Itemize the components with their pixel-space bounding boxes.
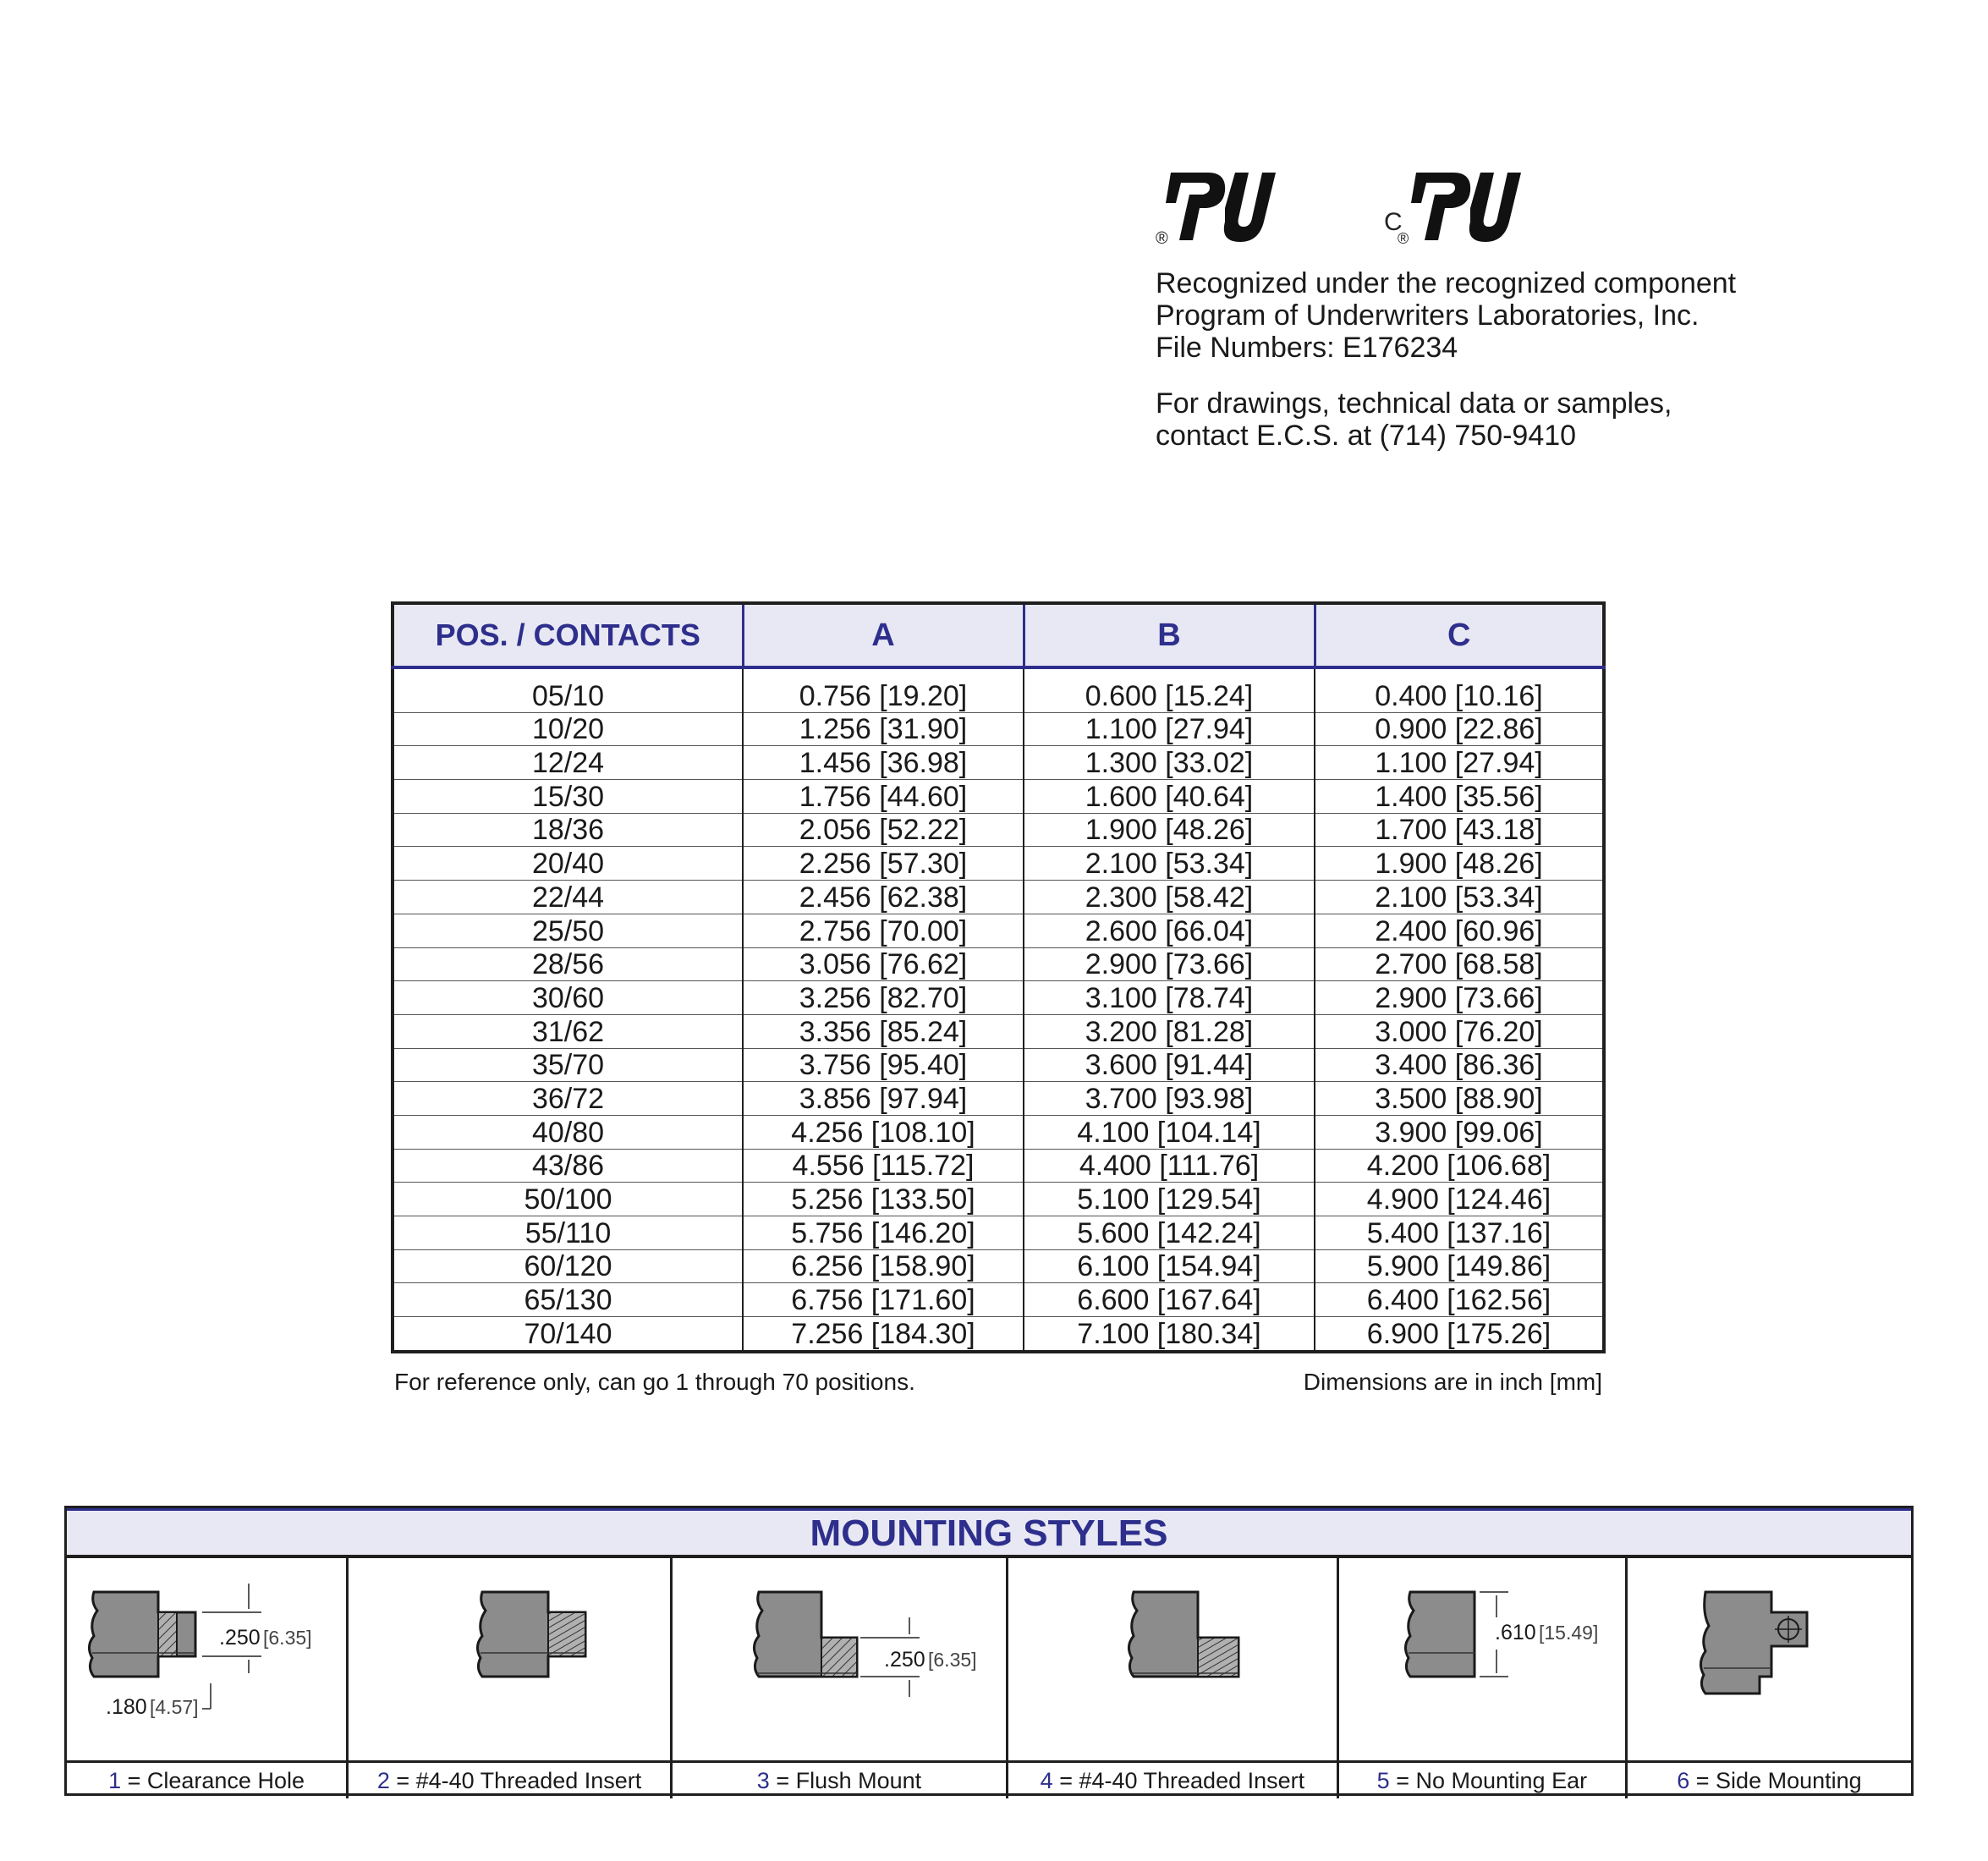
cell-b: 5.100 [129.54] <box>1024 1183 1315 1216</box>
cell-b: 4.400 [111.76] <box>1024 1149 1315 1183</box>
cell-b: 2.600 [66.04] <box>1024 914 1315 947</box>
cell-c: 2.700 [68.58] <box>1315 947 1604 981</box>
no-mounting-ear-drawing-icon <box>1339 1558 1628 1758</box>
svg-text:.610: .610 <box>1494 1621 1536 1644</box>
cell-c: 5.900 [149.86] <box>1315 1249 1604 1283</box>
cell-b: 3.100 [78.74] <box>1024 981 1315 1015</box>
mounting-style-2-label: 2 = #4-40 Threaded Insert <box>376 1768 642 1793</box>
mounting-styles-panel <box>64 1506 1914 1796</box>
cell-pos-contacts: 22/44 <box>393 881 743 914</box>
ul-contact-line-1: For drawings, technical data or samples, <box>1156 387 1672 420</box>
cell-b: 3.600 [91.44] <box>1024 1048 1315 1082</box>
cell-pos-contacts: 60/120 <box>393 1249 743 1283</box>
cell-c: 3.900 [99.06] <box>1315 1115 1604 1149</box>
svg-text:®: ® <box>1398 230 1409 245</box>
cell-pos-contacts: 18/36 <box>393 813 743 847</box>
cell-a: 6.756 [171.60] <box>743 1283 1024 1317</box>
cell-a: 2.056 [52.22] <box>743 813 1024 847</box>
table-row <box>393 667 1604 712</box>
table-row <box>393 947 1604 981</box>
flush-mount-drawing-icon <box>673 1558 1009 1758</box>
cell-a: 7.256 [184.30] <box>743 1317 1024 1352</box>
table-row <box>393 1149 1604 1183</box>
cell-pos-contacts: 10/20 <box>393 712 743 746</box>
table-row <box>393 1283 1604 1317</box>
cell-pos-contacts: 35/70 <box>393 1048 743 1082</box>
cell-pos-contacts: 25/50 <box>393 914 743 947</box>
cell-b: 6.600 [167.64] <box>1024 1283 1315 1317</box>
dimensions-table <box>391 601 1606 1353</box>
mounting-style-6-drawing <box>1628 1558 1911 1763</box>
svg-text:.250: .250 <box>884 1648 925 1672</box>
cell-a: 3.056 [76.62] <box>743 947 1024 981</box>
cell-a: 1.756 [44.60] <box>743 780 1024 814</box>
cell-c: 4.200 [106.68] <box>1315 1149 1604 1183</box>
mounting-style-4-label: 4 = #4-40 Threaded Insert <box>1040 1768 1305 1793</box>
table-row <box>393 1317 1604 1352</box>
cell-b: 1.900 [48.26] <box>1024 813 1315 847</box>
table-row <box>393 1183 1604 1216</box>
mounting-style-1-drawing <box>67 1558 346 1763</box>
ul-recognition-block <box>1156 161 1832 452</box>
threaded-insert-flush-drawing-icon <box>1008 1558 1340 1758</box>
cell-c: 2.400 [60.96] <box>1315 914 1604 947</box>
ul-file-numbers: File Numbers: E176234 <box>1156 332 1458 364</box>
svg-text:[6.35]: [6.35] <box>263 1627 312 1649</box>
mounting-style-6 <box>1628 1558 1911 1798</box>
ul-description <box>1156 267 1832 452</box>
cell-c: 1.900 [48.26] <box>1315 847 1604 881</box>
cell-c: 2.900 [73.66] <box>1315 981 1604 1015</box>
mounting-style-4 <box>1008 1558 1339 1798</box>
cell-a: 3.256 [82.70] <box>743 981 1024 1015</box>
cell-b: 0.600 [15.24] <box>1024 667 1315 712</box>
cul-recognized-mark-icon <box>1384 169 1528 245</box>
cell-a: 5.756 [146.20] <box>743 1216 1024 1250</box>
cell-a: 3.356 [85.24] <box>743 1014 1024 1048</box>
mounting-style-5-drawing <box>1339 1558 1625 1763</box>
table-row <box>393 981 1604 1015</box>
cell-c: 4.900 [124.46] <box>1315 1183 1604 1216</box>
mounting-style-3 <box>673 1558 1008 1798</box>
cell-b: 1.300 [33.02] <box>1024 746 1315 780</box>
cell-b: 2.300 [58.42] <box>1024 881 1315 914</box>
mounting-style-3-label: 3 = Flush Mount <box>756 1768 922 1793</box>
table-row <box>393 847 1604 881</box>
units-note: Dimensions are in inch [mm] <box>1303 1369 1602 1395</box>
table-row <box>393 914 1604 947</box>
mounting-styles-title: MOUNTING STYLES <box>67 1508 1911 1558</box>
table-row <box>393 813 1604 847</box>
cell-c: 1.100 [27.94] <box>1315 746 1604 780</box>
header-c: C <box>1315 603 1604 667</box>
cell-pos-contacts: 36/72 <box>393 1082 743 1116</box>
cell-c: 3.000 [76.20] <box>1315 1014 1604 1048</box>
svg-text:.180: .180 <box>106 1695 147 1719</box>
cell-c: 3.400 [86.36] <box>1315 1048 1604 1082</box>
cell-pos-contacts: 50/100 <box>393 1183 743 1216</box>
table-header-row <box>393 603 1604 667</box>
table-row <box>393 780 1604 814</box>
cell-a: 1.256 [31.90] <box>743 712 1024 746</box>
cell-pos-contacts: 30/60 <box>393 981 743 1015</box>
table-row <box>393 881 1604 914</box>
cell-pos-contacts: 28/56 <box>393 947 743 981</box>
cell-pos-contacts: 20/40 <box>393 847 743 881</box>
mounting-style-4-drawing <box>1008 1558 1337 1763</box>
table-row <box>393 1115 1604 1149</box>
mounting-style-1-label: 1 = Clearance Hole <box>108 1768 305 1793</box>
threaded-insert-drawing-icon <box>349 1558 673 1758</box>
reference-note: For reference only, can go 1 through 70 positions. <box>394 1369 915 1395</box>
ul-contact-line-2: contact E.C.S. at (714) 750-9410 <box>1156 420 1577 452</box>
table-row <box>393 1014 1604 1048</box>
cell-pos-contacts: 70/140 <box>393 1317 743 1352</box>
cell-a: 2.256 [57.30] <box>743 847 1024 881</box>
cell-a: 3.856 [97.94] <box>743 1082 1024 1116</box>
header-b: B <box>1024 603 1315 667</box>
cell-c: 3.500 [88.90] <box>1315 1082 1604 1116</box>
header-a: A <box>743 603 1024 667</box>
cell-c: 0.400 [10.16] <box>1315 667 1604 712</box>
cell-a: 5.256 [133.50] <box>743 1183 1024 1216</box>
cell-c: 2.100 [53.34] <box>1315 881 1604 914</box>
svg-text:[15.49]: [15.49] <box>1538 1622 1599 1644</box>
cell-pos-contacts: 05/10 <box>393 667 743 712</box>
mounting-styles-row <box>67 1558 1911 1798</box>
table-row <box>393 1249 1604 1283</box>
svg-text:C: C <box>1384 208 1403 236</box>
table-row <box>393 712 1604 746</box>
cell-a: 3.756 [95.40] <box>743 1048 1024 1082</box>
cell-c: 1.400 [35.56] <box>1315 780 1604 814</box>
svg-text:[6.35]: [6.35] <box>928 1649 977 1671</box>
ul-contact <box>1156 387 1832 452</box>
mounting-style-1 <box>67 1558 349 1798</box>
cell-b: 6.100 [154.94] <box>1024 1249 1315 1283</box>
table-row <box>393 1216 1604 1250</box>
cell-pos-contacts: 65/130 <box>393 1283 743 1317</box>
svg-text:.250: .250 <box>219 1626 261 1650</box>
cell-pos-contacts: 43/86 <box>393 1149 743 1183</box>
cell-a: 2.456 [62.38] <box>743 881 1024 914</box>
cell-pos-contacts: 40/80 <box>393 1115 743 1149</box>
table-row <box>393 746 1604 780</box>
cell-c: 0.900 [22.86] <box>1315 712 1604 746</box>
cell-b: 7.100 [180.34] <box>1024 1317 1315 1352</box>
ul-line-1: Recognized under the recognized component <box>1156 267 1737 299</box>
cell-c: 1.700 [43.18] <box>1315 813 1604 847</box>
side-mounting-drawing-icon <box>1628 1558 1912 1758</box>
svg-text:[4.57]: [4.57] <box>150 1696 199 1718</box>
cell-pos-contacts: 12/24 <box>393 746 743 780</box>
cell-b: 3.700 [93.98] <box>1024 1082 1315 1116</box>
cell-a: 6.256 [158.90] <box>743 1249 1024 1283</box>
ul-logos <box>1156 161 1832 254</box>
cell-b: 5.600 [142.24] <box>1024 1216 1315 1250</box>
mounting-style-2 <box>349 1558 673 1798</box>
cell-pos-contacts: 15/30 <box>393 780 743 814</box>
ul-recognized-mark-icon <box>1156 169 1282 245</box>
cell-b: 2.100 [53.34] <box>1024 847 1315 881</box>
table-row <box>393 1082 1604 1116</box>
clearance-hole-drawing-icon <box>67 1558 349 1758</box>
mounting-style-3-drawing <box>673 1558 1006 1763</box>
svg-text:®: ® <box>1156 229 1168 245</box>
cell-a: 1.456 [36.98] <box>743 746 1024 780</box>
cell-pos-contacts: 55/110 <box>393 1216 743 1250</box>
cell-pos-contacts: 31/62 <box>393 1014 743 1048</box>
cell-b: 1.600 [40.64] <box>1024 780 1315 814</box>
mounting-style-5-label: 5 = No Mounting Ear <box>1376 1768 1588 1793</box>
header-pos-contacts: POS. / CONTACTS <box>393 603 743 667</box>
cell-c: 6.900 [175.26] <box>1315 1317 1604 1352</box>
cell-b: 4.100 [104.14] <box>1024 1115 1315 1149</box>
cell-a: 4.256 [108.10] <box>743 1115 1024 1149</box>
cell-a: 0.756 [19.20] <box>743 667 1024 712</box>
cell-a: 4.556 [115.72] <box>743 1149 1024 1183</box>
cell-b: 1.100 [27.94] <box>1024 712 1315 746</box>
cell-b: 2.900 [73.66] <box>1024 947 1315 981</box>
mounting-style-6-label: 6 = Side Mounting <box>1677 1768 1862 1793</box>
table-row <box>393 1048 1604 1082</box>
cell-c: 6.400 [162.56] <box>1315 1283 1604 1317</box>
mounting-style-2-drawing <box>349 1558 670 1763</box>
table-body <box>393 667 1604 1352</box>
cell-b: 3.200 [81.28] <box>1024 1014 1315 1048</box>
ul-line-2: Program of Underwriters Laboratories, Inc. <box>1156 299 1700 332</box>
cell-c: 5.400 [137.16] <box>1315 1216 1604 1250</box>
cell-a: 2.756 [70.00] <box>743 914 1024 947</box>
mounting-style-5 <box>1339 1558 1628 1798</box>
